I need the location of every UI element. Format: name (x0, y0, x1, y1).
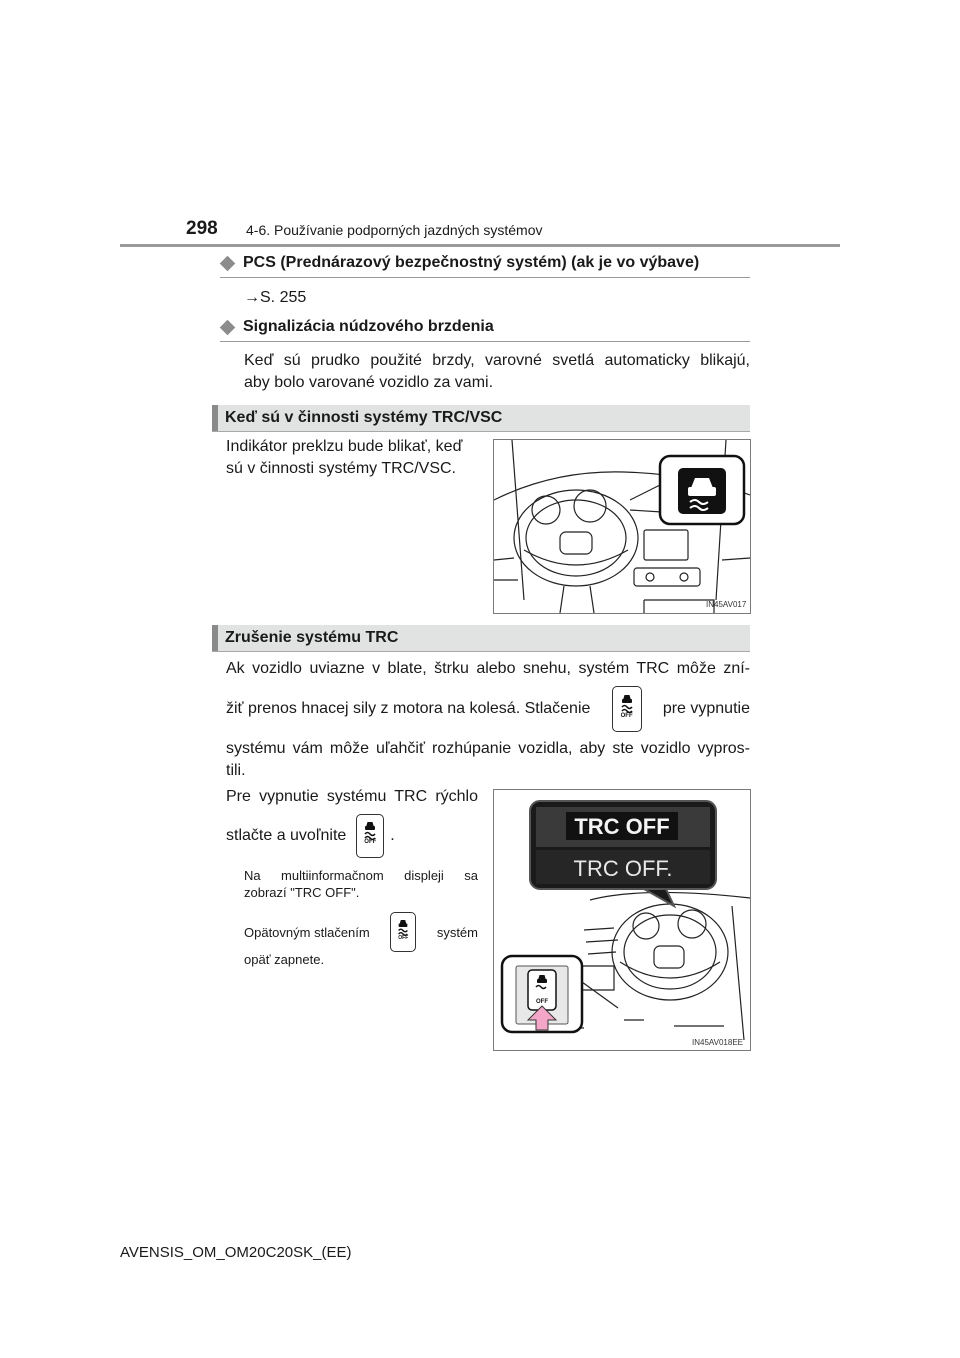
trc-off-button-icon: OFF (390, 912, 416, 952)
section-title-trc-vsc: Keď sú v činnosti systémy TRC/VSC (225, 409, 503, 426)
section-band-trc-cancel (212, 625, 750, 652)
pcs-reference[interactable]: →S. 255 (244, 289, 307, 306)
note1-line-1: Na multiinformačnom displeji sa (244, 868, 478, 883)
diamond-bullet-icon (220, 255, 236, 271)
trc-off-drawing (494, 790, 750, 1050)
trc-cancel-para1-line-3: systému vám môže uľahčiť rozhúpanie vozidla, aby ste vozidlo vypros- (226, 740, 750, 757)
emergency-text-line-1: Keď sú prudko použité brzdy, varovné svetlá automaticky blikajú, (244, 352, 750, 369)
trc-cancel-para1-line-4: tili. (226, 762, 246, 779)
trc-cancel-para2-line-1: Pre vypnutie systému TRC rýchlo (226, 788, 478, 805)
dashboard-illustration-trc-off (493, 789, 751, 1051)
trc-cancel-para1-line-2: žiť prenos hnacej sily z motora na kolesá. Stlačenie OFF pre vypnutie (226, 686, 750, 732)
chapter-title: 4-6. Používanie podporných jazdných systémov (246, 222, 543, 238)
emergency-divider (220, 341, 750, 342)
dashboard-illustration-slip (493, 439, 751, 614)
note2-line-2: opäť zapnete. (244, 952, 325, 967)
note2-line-1: Opätovným stlačením OFF systém (244, 912, 478, 952)
pcs-heading-text: PCS (Prednárazový bezpečnostný systém) (ak je vo výbave) (243, 254, 700, 271)
image-id-1: IN45AV017 (706, 600, 747, 609)
section-band-trc-vsc (212, 405, 750, 432)
trc-off-button-icon: OFF (612, 686, 642, 732)
section-title-trc-cancel: Zrušenie systému TRC (225, 629, 399, 646)
header-divider (120, 244, 840, 247)
trc-cancel-para2-line-2: stlačte a uvoľnite OFF . (226, 814, 395, 858)
dashboard-drawing (494, 440, 750, 613)
document-code: AVENSIS_OM_OM20C20SK_(EE) (120, 1244, 352, 1261)
trc-vsc-text-line-2: sú v činnosti systémy TRC/VSC. (226, 460, 456, 477)
emergency-heading-text: Signalizácia núdzového brzdenia (243, 318, 494, 335)
trc-off-button-icon: OFF (356, 814, 384, 858)
note1-line-2: zobrazí "TRC OFF". (244, 885, 360, 900)
emergency-text-line-2: aby bolo varované vozidlo za vami. (244, 374, 494, 391)
svg-text:OFF: OFF (536, 999, 548, 1005)
trc-cancel-para1-line-1: Ak vozidlo uviazne v blate, štrku alebo snehu, systém TRC môže zní- (226, 660, 750, 677)
pcs-heading (220, 254, 699, 272)
emergency-heading (220, 318, 494, 336)
diamond-bullet-icon (220, 319, 236, 335)
display-text-bottom: TRC OFF. (573, 856, 673, 881)
skid-indicator-icon (678, 468, 726, 514)
display-text-top: TRC OFF (574, 814, 670, 839)
image-id-2: IN45AV018EE (692, 1038, 743, 1047)
page-number: 298 (186, 218, 218, 239)
trc-vsc-text-line-1: Indikátor preklzu bude blikať, keď (226, 438, 463, 455)
pcs-divider (220, 277, 750, 278)
